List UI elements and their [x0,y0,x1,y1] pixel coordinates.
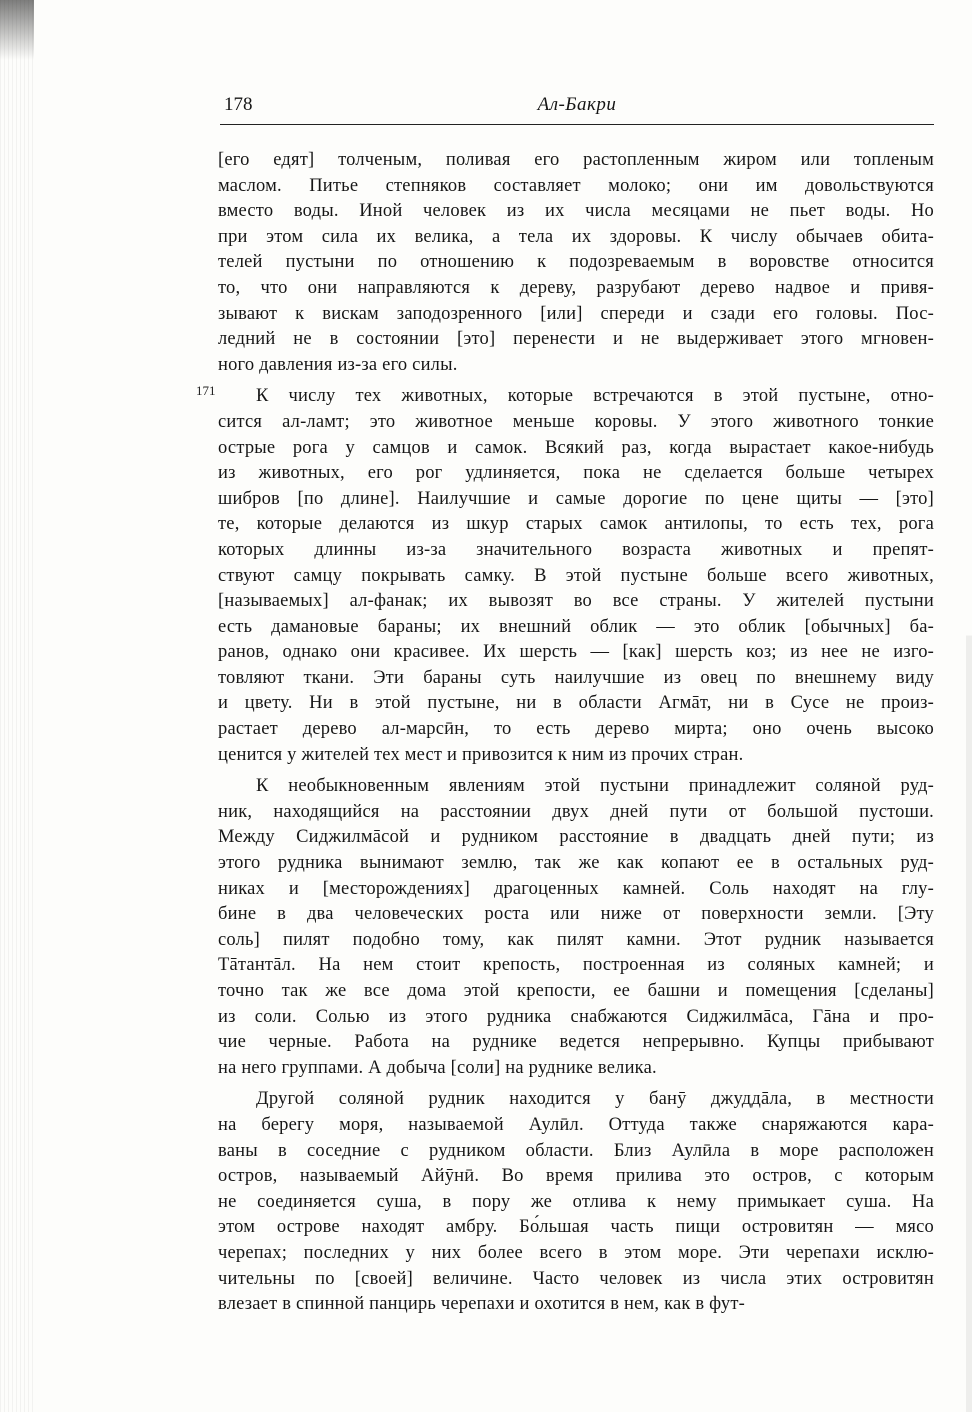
text-line: сится ал-ламт; это животное меньше коровы. У этого животного тонкие [218,411,934,432]
page-header [220,94,934,125]
paragraph [218,774,934,1081]
text-line: ного давления из-за его силы. [218,354,458,375]
text-line: на него группами. А добыча [соли] на руднике велика. [218,1057,657,1078]
text-line: чительны по [своей] величине. Часто человек из числа этих островитян [218,1268,934,1289]
text-line: товляют ткани. Эти бараны суть наилучшие из овец по внешнему виду [218,667,934,688]
text-line: влезает в спинной панцирь черепахи и охотится в нем, как в фут- [218,1294,745,1315]
text-line: острые рога у самцов и самок. Всякий раз, когда вырастает какое-нибудь [218,437,934,458]
text-line: ранов, однако они красивее. Их шерсть — [как] шерсть коз; из нее не изго- [218,642,934,663]
text-line: ник, находящийся на расстоянии двух дней пути от большой пустоши. [218,801,934,822]
text-line: маслом. Питье степняков составляет молоко; они им довольствуются [218,175,934,196]
text-line: не соединяется суша, в пору же отлива к нему примыкает суша. На [218,1191,934,1212]
text-line: шибров [по длине]. Наилучшие и самые дорогие по цене щиты — [это] [218,488,934,509]
text-line: Между Сиджилмāсой и рудником расстояние в двадцать дней пути; из [218,827,934,848]
text-line: никах и [месторождениях] драгоценных камней. Соль находят на глу- [218,878,934,899]
scan-right-edge [966,0,972,1412]
text-line: на берегу моря, называемой Аулӣл. Оттуда также снаряжаются кара- [218,1114,934,1135]
text-line: ледний не в состоянии [это] перенести и не выдерживает этого мгновен- [218,329,934,350]
text-line: из соли. Солью из этого рудника снабжаются Сиджилмāса, Гāна и про- [218,1006,934,1027]
text-line: растает дерево ал-марсӣн, то есть дерево мирта; оно очень высоко [218,719,934,740]
text-line: чие черные. Работа на руднике ведется непрерывно. Купцы прибывают [218,1032,934,1053]
text-line: этом острове находят амбру. Бо́льшая часть пищи островитян — мясо [218,1217,934,1238]
text-line: [его едят] толченым, поливая его растопленным жиром или топленым [218,150,934,170]
text-line: этого рудника вынимают землю, так же как копают ее в остальных руд- [218,853,934,874]
text-line: зывают к вискам заподозренного [или] спереди и сзади его головы. Пос- [218,303,934,324]
text-line: вместо воды. Иной человек из их числа месяцами не пьет воды. Но [218,201,934,222]
text-line: ваны в соседние с рудником области. Близ Аулӣла в море расположен [218,1140,934,1161]
text-line: К числу тех животных, которые встречаются в этой пустыне, отно- [256,386,934,407]
text-line: черепах; последних у них более всего в этом море. Эти черепахи исклю- [218,1242,934,1263]
text-line: точно так же все дома этой крепости, ее башни и помещения [сделаны] [218,981,934,1001]
text-line: ценится у жителей тех мест и привозится к ним из прочих стран. [218,744,744,765]
text-line: соль] пилят подобно тому, как пилят камни. Этот рудник называется [218,929,934,950]
paragraph [218,384,934,768]
paragraph [218,1087,934,1317]
text-line: бине в два человеческих роста или ниже от поверхности земли. [Эту [218,904,934,925]
text-line: остров, называемый Айӯнӣ. Во время прилива это остров, с которым [218,1166,934,1187]
page-number: 178 [224,94,253,115]
text-line: из животных, его рог удлиняется, пока не сделается больше четырех [218,463,934,484]
text-line: К необыкновенным явлениям этой пустыни принадлежит соляной руд- [256,776,934,797]
text-line: то, что они направляются к дереву, разрубают дерево надвое и привя- [218,277,934,298]
text-line: Другой соляной рудник находится у банӯ джуддāла, в местности [256,1089,934,1110]
scan-left-edge [0,0,34,1412]
text-line: при этом сила их велика, а тела их здоровы. К числу обычаев обита- [218,226,934,247]
text-line: [называемых] ал-фанак; их вывозят во все страны. У жителей пустыни [218,591,934,612]
text-line: которых длинны из-за значительного возраста животных и препят- [218,539,934,560]
running-title: Ал-Бакри [537,94,617,115]
text-line: те, которые делаются из шкур старых самок антилопы, то есть тех, рога [218,514,934,535]
text-line: есть дамановые бараны; их внешний облик — это облик [обычных] ба- [218,616,934,637]
text-line: ствуют самцу покрывать самку. В этой пустыне больше всего животных, [218,565,934,586]
text-line: телей пустыни по отношению к подозреваемым в воровстве относится [218,252,934,273]
paragraph [218,148,934,378]
text-line: и цвету. Ни в этой пустыне, ни в области Агмāт, ни в Сусе не произ- [218,693,934,714]
text-line: Тāтантāл. На нем стоит крепость, построенная из соляных камней; и [218,955,934,976]
margin-note: 171 [196,383,216,398]
body-text [218,148,934,1324]
